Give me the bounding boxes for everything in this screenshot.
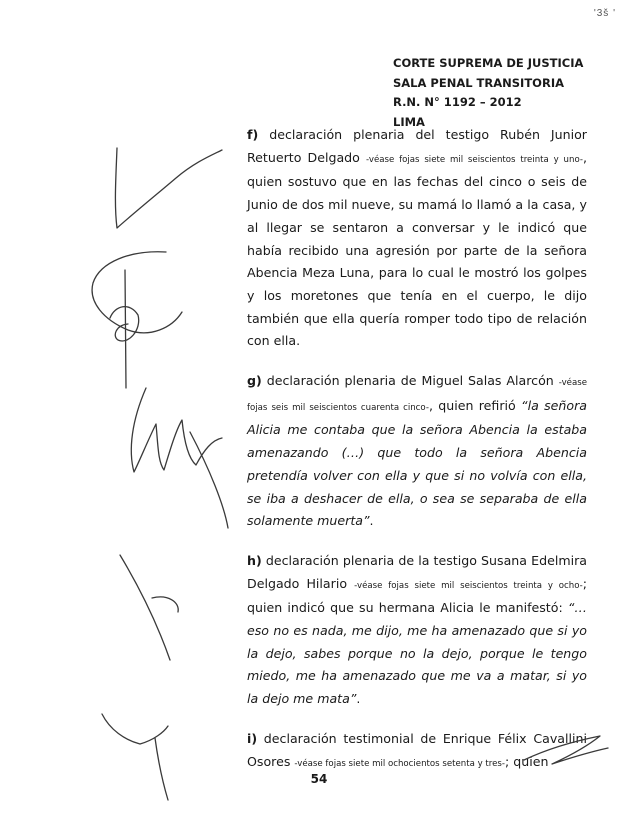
- paragraph-text: ; quien: [504, 753, 549, 769]
- item-letter: i): [247, 730, 258, 746]
- case-number: R.N. N° 1192 – 2012: [393, 95, 522, 109]
- paragraph-f: [247, 124, 587, 353]
- signature-stroke-5: [131, 388, 222, 472]
- paragraph-text: declaración plenaria de la testigo Susana Edelmira Delgado Hilario: [247, 552, 587, 591]
- paragraph-text: declaración plenaria del testigo Rubén Junior Retuerto Delgado: [247, 127, 587, 165]
- signature-stroke-3: [125, 270, 126, 388]
- paragraph-h: [247, 550, 587, 711]
- signature-stroke-2: [92, 252, 182, 333]
- paragraph-i: [247, 728, 587, 775]
- folio-reference: -véase fojas siete mil ochocientos setenta y tres-: [294, 758, 505, 769]
- city: LIMA: [393, 114, 425, 129]
- signature-stroke-9: [102, 714, 168, 744]
- chamber-name: SALA PENAL TRANSITORIA: [393, 75, 564, 90]
- signature-stroke-7: [120, 555, 170, 660]
- page-number: 54: [310, 772, 328, 786]
- document-body: [247, 124, 587, 775]
- archive-stamp: '3š ': [593, 8, 616, 19]
- court-name: CORTE SUPREMA DE JUSTICIA: [393, 56, 584, 70]
- signature-stroke-8: [152, 597, 178, 612]
- item-letter: f): [247, 127, 259, 142]
- paragraph-text: , quien sostuvo que en las fechas del cinco o seis de Junio de dos mil nueve, su mamá lo llamó a la casa, y al llegar se sentaron a conversar y le indicó que había recibido una agresión por parte de la señora Abencia Meza Luna, para lo cual le mostró los golpes y los moretones que tenía en el cuerpo, le dijo también que ella quería romper todo tipo de relación con ella.: [247, 149, 587, 349]
- paragraph-g: [247, 370, 587, 533]
- paragraph-text: declaración plenaria de Miguel Salas Alarcón: [261, 373, 559, 389]
- signature-stroke-4: [110, 307, 139, 341]
- document-header: [393, 54, 583, 132]
- item-letter: g): [247, 373, 262, 389]
- paragraph-text: .: [356, 691, 361, 707]
- testimony-quote: “… eso no es nada, me dijo, me ha amenazado que si yo la dejo, sabes porque no la dejo, porque le tengo miedo, me ha amenazado que me va a matar, si yo la dejo me mata”: [247, 600, 587, 707]
- paragraph-text: ; quien indicó que su hermana Alicia le manifestó:: [247, 575, 587, 616]
- folio-reference: -véase fojas siete mil seiscientos treinta y ocho-: [354, 580, 583, 591]
- signature-stroke-1: [115, 148, 222, 228]
- testimony-quote: “la señora Alicia me contaba que la señora Abencia la estaba amenazando (…) que todo la señora Abencia pretendía volver con ella y que si no volvía con ella, se iba a deshacer de ella, o sea se separaba de ella solamente muerta”: [247, 397, 587, 529]
- paragraph-text: .: [369, 513, 374, 529]
- paragraph-text: , quien refirió: [428, 397, 522, 413]
- folio-reference: -véase fojas seis mil seiscientos cuarenta cinco-: [247, 378, 587, 413]
- signature-stroke-6: [190, 432, 228, 528]
- item-letter: h): [247, 552, 262, 568]
- folio-reference: -véase fojas siete mil seiscientos treinta y uno-: [365, 154, 583, 165]
- paragraph-text: declaración testimonial de Enrique Félix Cavallini Osores: [247, 730, 587, 769]
- signature-stroke-10: [155, 738, 168, 800]
